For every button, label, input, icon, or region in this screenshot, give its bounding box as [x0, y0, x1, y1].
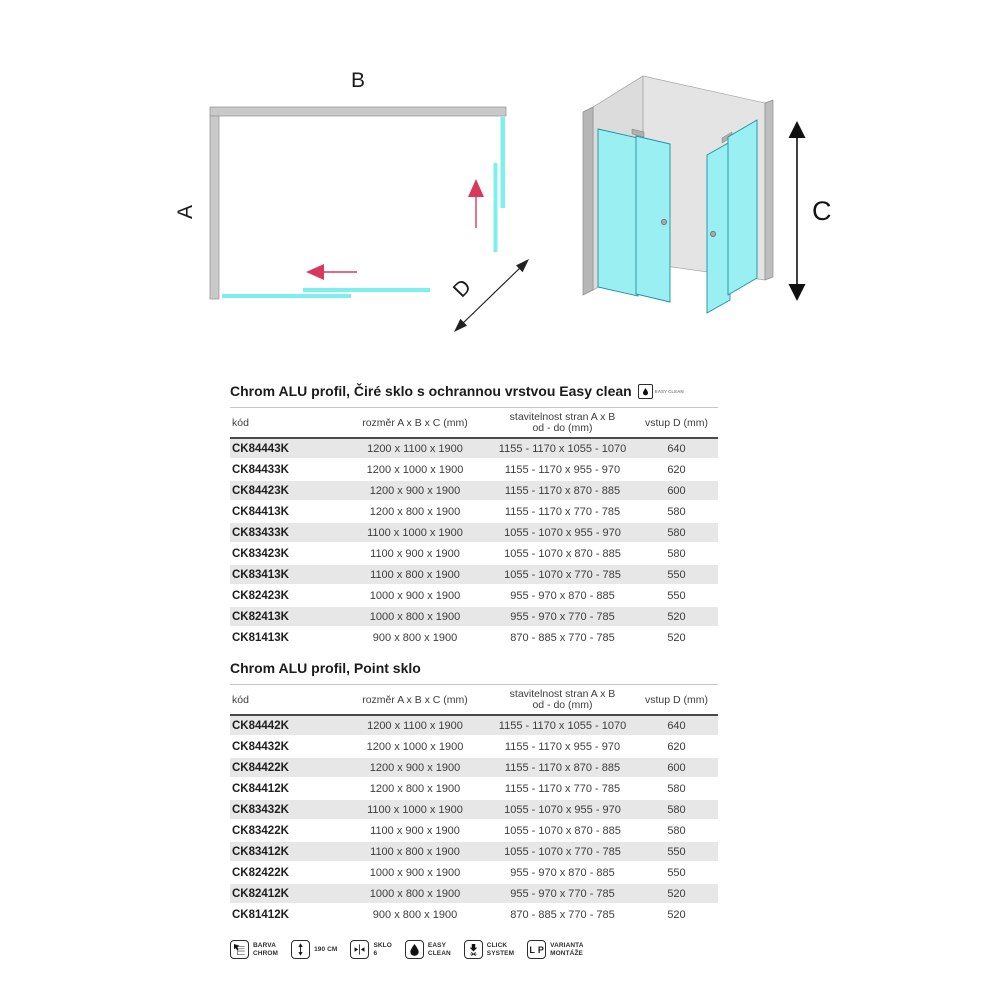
feature-label: EASY CLEAN [427, 942, 451, 957]
feature-barva-chrom [230, 940, 278, 959]
cell-size: 1100 x 1000 x 1900 [340, 523, 490, 544]
cell-entry: 580 [635, 523, 718, 544]
table-row [230, 737, 718, 758]
cell-size: 1200 x 1100 x 1900 [340, 439, 490, 460]
cell-range: 1155 - 1170 x 770 - 785 [490, 502, 635, 523]
header-stavitelnost: stavitelnost stran A x B od - do (mm) [490, 407, 635, 439]
cell-range: 1055 - 1070 x 955 - 970 [490, 800, 635, 821]
dimension-c-label: C [812, 196, 832, 226]
cell-code: CK84432K [230, 737, 340, 758]
cell-size: 1000 x 900 x 1900 [340, 586, 490, 607]
cell-size: 1200 x 900 x 1900 [340, 481, 490, 502]
table-row [230, 884, 718, 905]
cell-size: 1100 x 1000 x 1900 [340, 800, 490, 821]
cell-range: 955 - 970 x 770 - 785 [490, 884, 635, 905]
iso-door-right-front [728, 120, 757, 295]
lp-icon: L P [527, 940, 546, 959]
cell-code: CK82413K [230, 607, 340, 628]
table-row [230, 439, 718, 460]
spec-content [230, 382, 718, 959]
header-kod: kód [230, 684, 340, 716]
header-kod: kód [230, 407, 340, 439]
table-point-sklo [230, 684, 718, 926]
iso-wall-left-edge [583, 107, 593, 295]
section2-title [230, 659, 718, 677]
cell-entry: 620 [635, 737, 718, 758]
table-row [230, 565, 718, 586]
cell-code: CK84413K [230, 502, 340, 523]
dimension-a-label: A [174, 204, 197, 220]
cell-code: CK84422K [230, 758, 340, 779]
feature-label: BARVA CHROM [253, 942, 279, 957]
table-row [230, 607, 718, 628]
dimension-d-label: D [448, 275, 476, 302]
cell-entry: 600 [635, 758, 718, 779]
cell-code: CK83433K [230, 523, 340, 544]
cell-entry: 520 [635, 607, 718, 628]
table-row [230, 905, 718, 926]
sklo-icon [350, 940, 369, 959]
cell-entry: 520 [635, 628, 718, 649]
table-easy-clean [230, 407, 718, 649]
feature-label: CLICK SYSTEM [486, 942, 515, 957]
header-rozmer: rozměr A x B x C (mm) [340, 407, 490, 439]
slide-arrow-up [468, 179, 484, 228]
cell-size: 900 x 800 x 1900 [340, 905, 490, 926]
table-row [230, 779, 718, 800]
cell-entry: 600 [635, 481, 718, 502]
iso-door-left-front [636, 136, 670, 302]
feature-easy-clean [405, 940, 451, 959]
cell-range: 955 - 970 x 770 - 785 [490, 607, 635, 628]
glass-panel-bottom-outer [303, 288, 430, 292]
table-row [230, 523, 718, 544]
height-icon [291, 940, 310, 959]
plan-view-diagram [170, 55, 550, 360]
cell-entry: 550 [635, 863, 718, 884]
easy-clean-icon [405, 940, 424, 959]
cell-size: 1100 x 900 x 1900 [340, 544, 490, 565]
feature-varianta-montaze [527, 940, 583, 959]
table-row [230, 716, 718, 737]
feature-icon-strip [230, 940, 718, 959]
cell-code: CK83432K [230, 800, 340, 821]
slide-arrow-left [306, 264, 357, 280]
iso-door-knob-left [661, 219, 666, 224]
cell-range: 955 - 970 x 870 - 885 [490, 586, 635, 607]
iso-door-right-back [707, 142, 730, 313]
header-vstup: vstup D (mm) [635, 684, 718, 716]
table-row [230, 586, 718, 607]
table-row [230, 481, 718, 502]
cell-range: 1155 - 1170 x 770 - 785 [490, 779, 635, 800]
cell-size: 1100 x 900 x 1900 [340, 821, 490, 842]
cell-code: CK84412K [230, 779, 340, 800]
barva-chrom-icon [230, 940, 249, 959]
dimension-b-label: B [350, 69, 366, 92]
cell-size: 1100 x 800 x 1900 [340, 565, 490, 586]
droplet-icon [638, 384, 653, 399]
cell-size: 1100 x 800 x 1900 [340, 842, 490, 863]
cell-size: 1000 x 900 x 1900 [340, 863, 490, 884]
cell-code: CK82422K [230, 863, 340, 884]
cell-size: 1200 x 1000 x 1900 [340, 737, 490, 758]
cell-range: 1055 - 1070 x 870 - 885 [490, 544, 635, 565]
iso-door-knob-right [710, 231, 715, 236]
feature-sklo-6 [350, 940, 391, 959]
glass-panel-right-inner [494, 163, 498, 252]
header-vstup: vstup D (mm) [635, 407, 718, 439]
cell-range: 870 - 885 x 770 - 785 [490, 628, 635, 649]
cell-entry: 550 [635, 565, 718, 586]
dimension-c-arrow [789, 121, 806, 301]
table-row [230, 460, 718, 481]
cell-code: CK81413K [230, 628, 340, 649]
cell-entry: 640 [635, 439, 718, 460]
table-row [230, 821, 718, 842]
cell-code: CK83423K [230, 544, 340, 565]
cell-range: 870 - 885 x 770 - 785 [490, 905, 635, 926]
cell-entry: 580 [635, 800, 718, 821]
feature-label: 190 CM [314, 945, 338, 953]
table-row [230, 758, 718, 779]
cell-code: CK84443K [230, 439, 340, 460]
cell-size: 1000 x 800 x 1900 [340, 884, 490, 905]
section1-title [230, 382, 718, 400]
table-row [230, 502, 718, 523]
header-stavitelnost: stavitelnost stran A x B od - do (mm) [490, 684, 635, 716]
cell-size: 1200 x 800 x 1900 [340, 779, 490, 800]
cell-entry: 520 [635, 884, 718, 905]
cell-code: CK82412K [230, 884, 340, 905]
cell-range: 1155 - 1170 x 1055 - 1070 [490, 716, 635, 737]
cell-entry: 550 [635, 586, 718, 607]
table-row [230, 544, 718, 565]
cell-size: 1200 x 1000 x 1900 [340, 460, 490, 481]
cell-code: CK84442K [230, 716, 340, 737]
feature-label: VARIANTA MONTÁŽE [550, 942, 584, 957]
cell-code: CK83413K [230, 565, 340, 586]
cell-size: 900 x 800 x 1900 [340, 628, 490, 649]
section1-title-text: Chrom ALU profil, Čiré sklo s ochrannou vrstvou Easy clean [230, 383, 632, 399]
cell-range: 1055 - 1070 x 770 - 785 [490, 565, 635, 586]
cell-range: 955 - 970 x 870 - 885 [490, 863, 635, 884]
cell-entry: 580 [635, 544, 718, 565]
wall-top [210, 107, 506, 116]
cell-size: 1000 x 800 x 1900 [340, 607, 490, 628]
isometric-view-diagram [560, 58, 845, 343]
cell-code: CK83422K [230, 821, 340, 842]
cell-range: 1055 - 1070 x 870 - 885 [490, 821, 635, 842]
cell-range: 1155 - 1170 x 955 - 970 [490, 737, 635, 758]
feature-label: SKLO 6 [373, 942, 392, 957]
cell-entry: 580 [635, 779, 718, 800]
cell-code: CK81412K [230, 905, 340, 926]
iso-wall-right-edge [765, 100, 773, 280]
cell-code: CK83412K [230, 842, 340, 863]
table-header-row [230, 684, 718, 716]
feature-height-190 [291, 940, 337, 959]
cell-range: 1155 - 1170 x 955 - 970 [490, 460, 635, 481]
glass-panel-right-outer [501, 117, 506, 208]
cell-entry: 580 [635, 821, 718, 842]
header-rozmer: rozměr A x B x C (mm) [340, 684, 490, 716]
glass-panel-bottom-inner [222, 294, 351, 298]
table-row [230, 800, 718, 821]
feature-click-system [464, 940, 514, 959]
cell-entry: 620 [635, 460, 718, 481]
wall-left [210, 116, 219, 299]
click-system-icon [464, 940, 483, 959]
cell-range: 1155 - 1170 x 870 - 885 [490, 481, 635, 502]
table-row [230, 628, 718, 649]
cell-entry: 640 [635, 716, 718, 737]
cell-range: 1055 - 1070 x 955 - 970 [490, 523, 635, 544]
cell-range: 1055 - 1070 x 770 - 785 [490, 842, 635, 863]
table-header-row [230, 407, 718, 439]
cell-code: CK82423K [230, 586, 340, 607]
iso-door-left-back [598, 129, 638, 296]
easy-clean-badge-text: EASY CLEAN [654, 388, 684, 394]
cell-code: CK84433K [230, 460, 340, 481]
cell-size: 1200 x 900 x 1900 [340, 758, 490, 779]
easy-clean-badge [638, 384, 684, 399]
cell-entry: 550 [635, 842, 718, 863]
cell-size: 1200 x 800 x 1900 [340, 502, 490, 523]
cell-size: 1200 x 1100 x 1900 [340, 716, 490, 737]
table-row [230, 842, 718, 863]
cell-code: CK84423K [230, 481, 340, 502]
table-row [230, 863, 718, 884]
cell-range: 1155 - 1170 x 1055 - 1070 [490, 439, 635, 460]
cell-entry: 580 [635, 502, 718, 523]
section2-title-text: Chrom ALU profil, Point sklo [230, 660, 421, 676]
cell-entry: 520 [635, 905, 718, 926]
cell-range: 1155 - 1170 x 870 - 885 [490, 758, 635, 779]
